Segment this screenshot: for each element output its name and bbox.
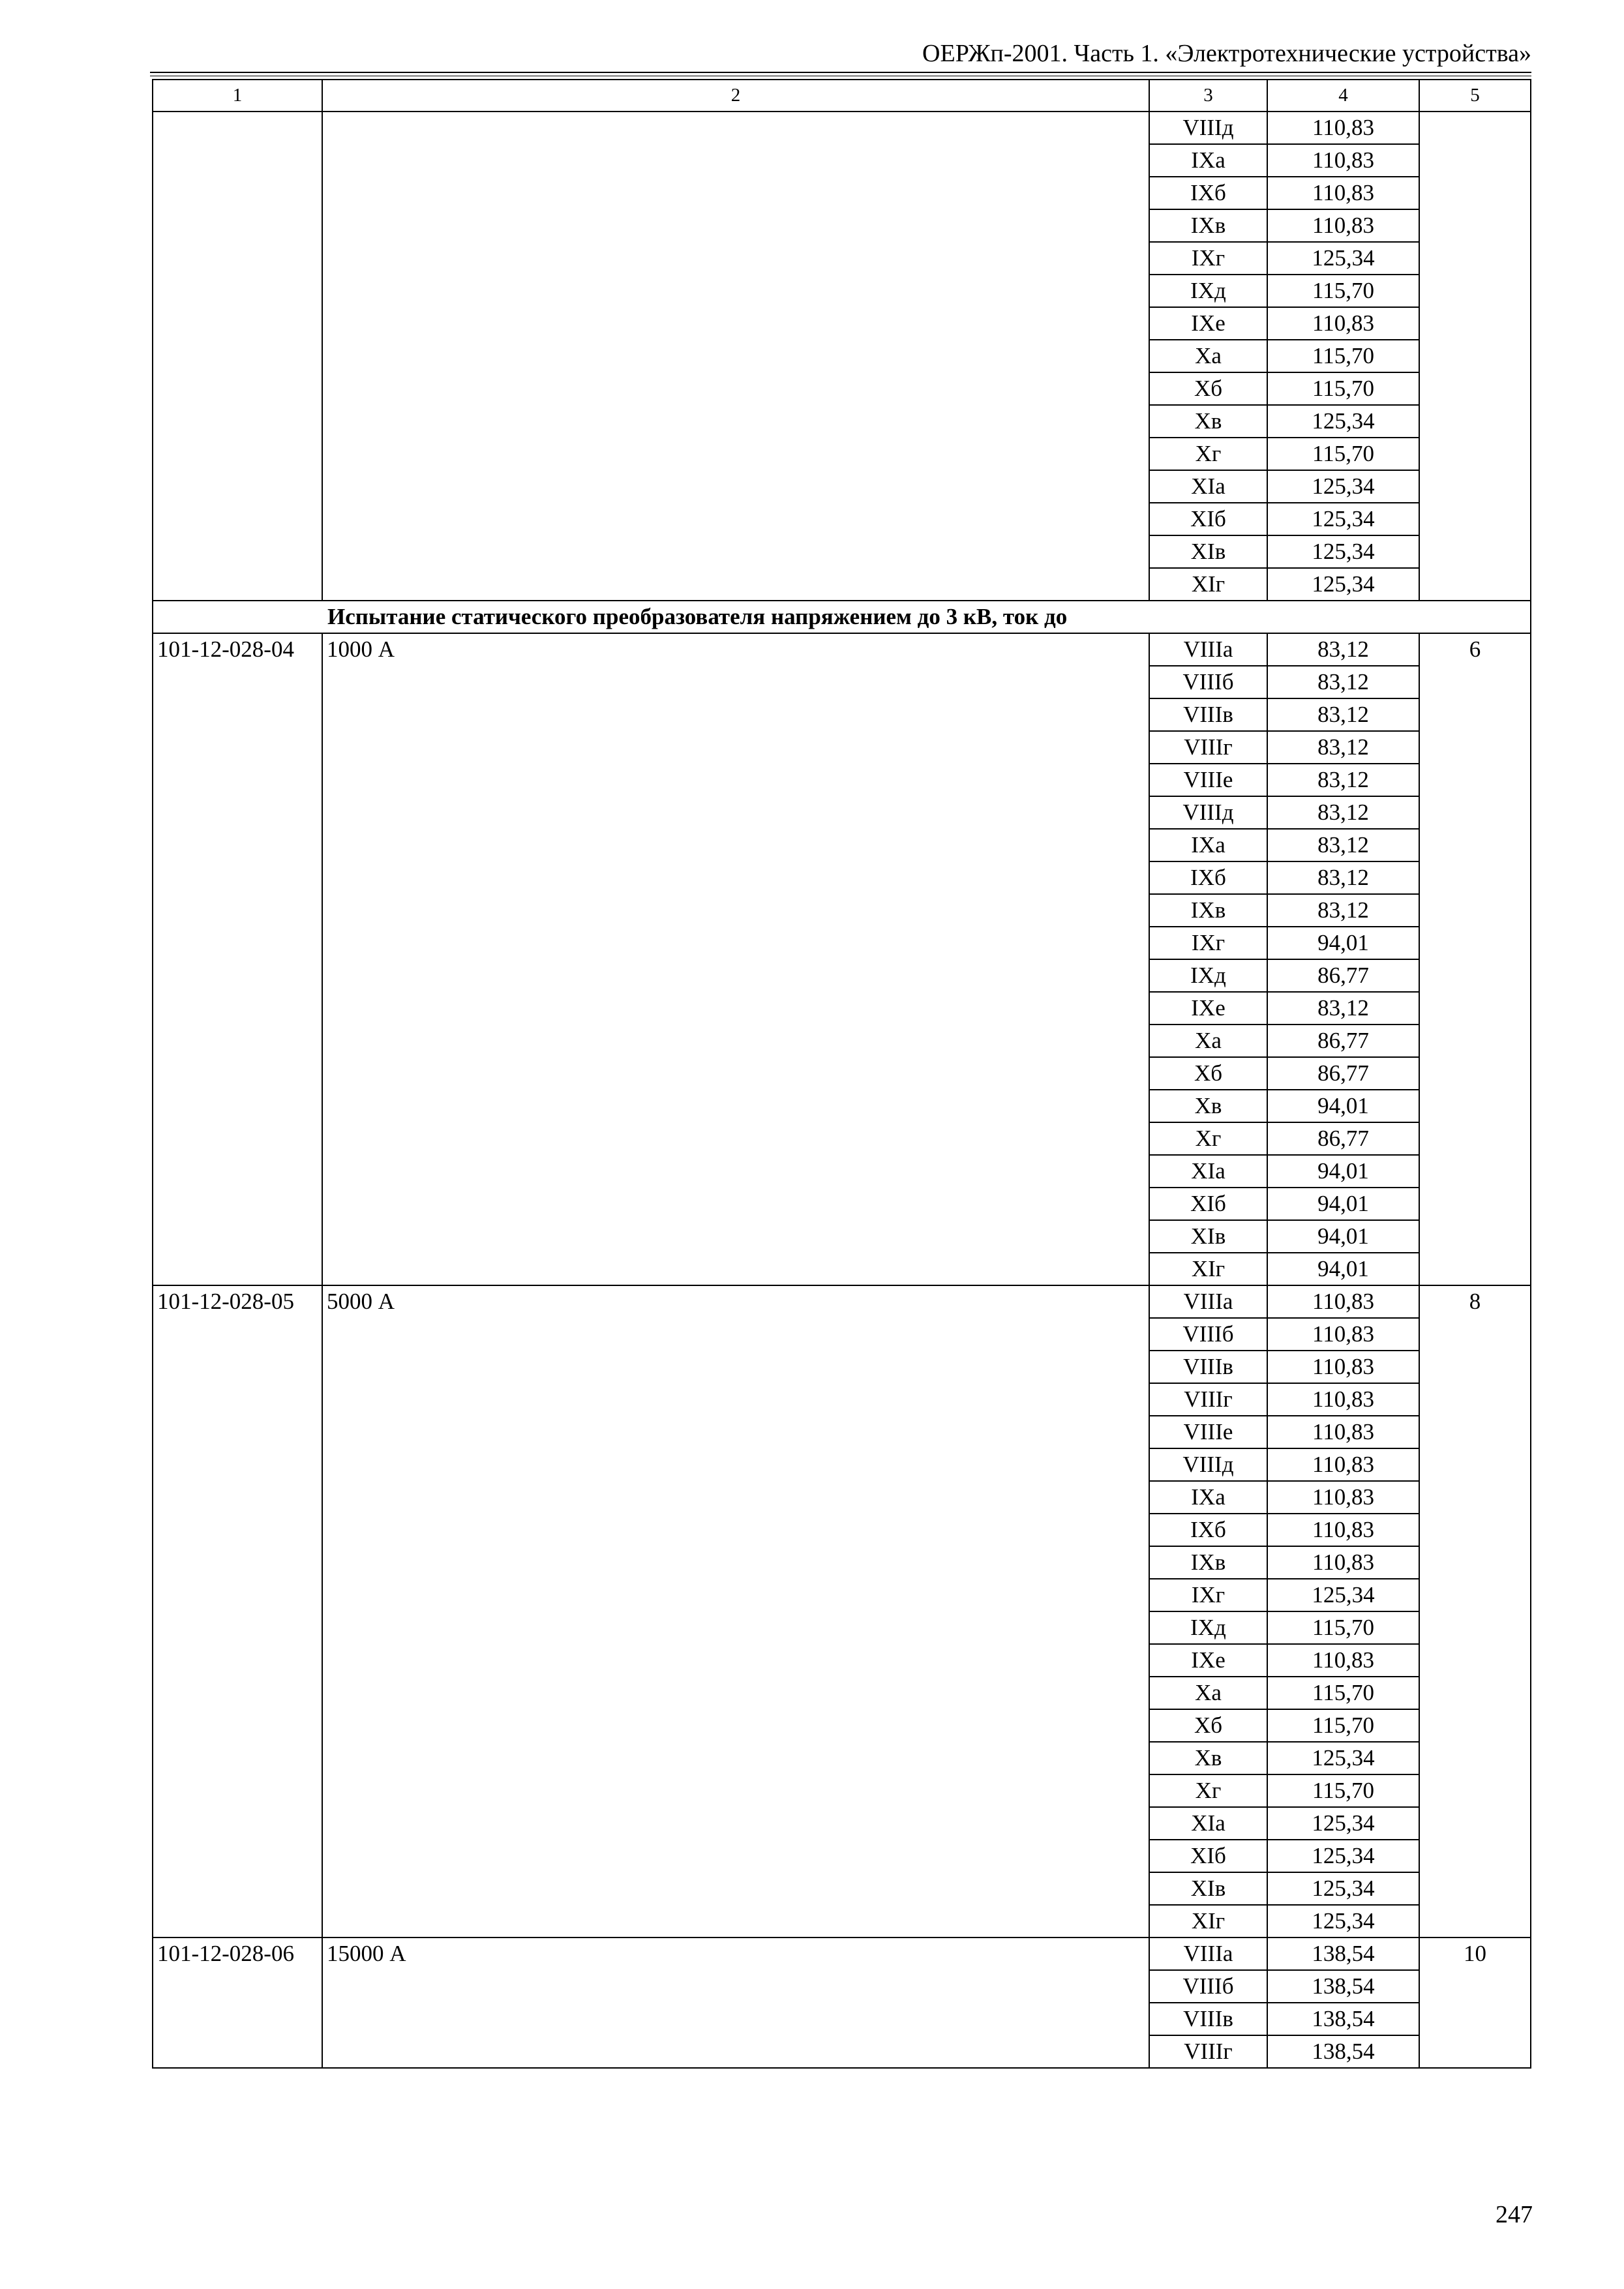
- zone-cell: VIIIа: [1149, 633, 1267, 666]
- value-cell: 94,01: [1267, 1253, 1419, 1285]
- zone-cell: XIг: [1149, 1253, 1267, 1285]
- value-cell: 125,34: [1267, 405, 1419, 438]
- value-cell: 94,01: [1267, 1188, 1419, 1220]
- zone-cell: VIIIб: [1149, 1970, 1267, 2003]
- value-cell: 94,01: [1267, 1155, 1419, 1188]
- running-head: ОЕРЖп-2001. Часть 1. «Электротехнические устройства»: [922, 40, 1531, 67]
- value-cell: 110,83: [1267, 307, 1419, 340]
- value-cell: 138,54: [1267, 2003, 1419, 2035]
- zone-cell: IXв: [1149, 894, 1267, 927]
- zone-cell: VIIIд: [1149, 112, 1267, 144]
- value-cell: 110,83: [1267, 144, 1419, 177]
- value-cell: 110,83: [1267, 1285, 1419, 1318]
- column-number-2: 2: [322, 80, 1149, 112]
- value-cell: 110,83: [1267, 209, 1419, 242]
- zone-cell: XIг: [1149, 1905, 1267, 1937]
- zone-cell: VIIIд: [1149, 1448, 1267, 1481]
- rate-code-cell: 101-12-028-04: [153, 633, 322, 1285]
- value-cell: 86,77: [1267, 1025, 1419, 1057]
- zone-cell: IXд: [1149, 959, 1267, 992]
- col5-cell: 8: [1419, 1285, 1531, 1937]
- zone-cell: XIа: [1149, 470, 1267, 503]
- value-cell: 110,83: [1267, 1448, 1419, 1481]
- zone-cell: Xа: [1149, 340, 1267, 372]
- value-cell: 138,54: [1267, 1937, 1419, 1970]
- value-cell: 115,70: [1267, 1677, 1419, 1709]
- table-row: [153, 112, 1531, 144]
- value-cell: 115,70: [1267, 340, 1419, 372]
- value-cell: 125,34: [1267, 1872, 1419, 1905]
- zone-cell: IXе: [1149, 992, 1267, 1025]
- value-cell: 83,12: [1267, 894, 1419, 927]
- table-row: [153, 1937, 1531, 1970]
- value-cell: 125,34: [1267, 1840, 1419, 1872]
- value-cell: 83,12: [1267, 698, 1419, 731]
- zone-cell: VIIIд: [1149, 796, 1267, 829]
- column-number-row: [153, 80, 1531, 112]
- column-number-4: 4: [1267, 80, 1419, 112]
- zone-cell: IXв: [1149, 1546, 1267, 1579]
- section-header-row: [153, 601, 1531, 633]
- zone-cell: IXе: [1149, 1644, 1267, 1677]
- value-cell: 110,83: [1267, 1644, 1419, 1677]
- zone-cell: Xб: [1149, 1709, 1267, 1742]
- value-cell: 83,12: [1267, 633, 1419, 666]
- value-cell: 83,12: [1267, 992, 1419, 1025]
- zone-cell: VIIIг: [1149, 1383, 1267, 1416]
- value-cell: 110,83: [1267, 112, 1419, 144]
- zone-cell: XIб: [1149, 1840, 1267, 1872]
- zone-cell: Xв: [1149, 1742, 1267, 1774]
- zone-cell: VIIIг: [1149, 731, 1267, 764]
- zone-cell: IXа: [1149, 829, 1267, 861]
- work-name-cell: 5000 А: [322, 1285, 1149, 1937]
- zone-cell: Xб: [1149, 372, 1267, 405]
- zone-cell: XIа: [1149, 1155, 1267, 1188]
- value-cell: 115,70: [1267, 372, 1419, 405]
- page-number: 247: [1496, 2201, 1533, 2228]
- value-cell: 110,83: [1267, 1416, 1419, 1448]
- rates-table: [152, 79, 1531, 2069]
- value-cell: 115,70: [1267, 1709, 1419, 1742]
- value-cell: 125,34: [1267, 1807, 1419, 1840]
- zone-cell: Xг: [1149, 1774, 1267, 1807]
- value-cell: 125,34: [1267, 535, 1419, 568]
- rate-code-cell: 101-12-028-06: [153, 1937, 322, 2068]
- zone-cell: IXа: [1149, 144, 1267, 177]
- value-cell: 110,83: [1267, 1481, 1419, 1514]
- rate-code-cell: [153, 112, 322, 601]
- zone-cell: Xа: [1149, 1025, 1267, 1057]
- zone-cell: VIIIв: [1149, 2003, 1267, 2035]
- zone-cell: VIIIе: [1149, 1416, 1267, 1448]
- value-cell: 125,34: [1267, 568, 1419, 601]
- zone-cell: VIIIв: [1149, 698, 1267, 731]
- value-cell: 83,12: [1267, 796, 1419, 829]
- value-cell: 115,70: [1267, 1774, 1419, 1807]
- zone-cell: XIв: [1149, 1872, 1267, 1905]
- value-cell: 110,83: [1267, 1546, 1419, 1579]
- value-cell: 110,83: [1267, 1383, 1419, 1416]
- zone-cell: IXб: [1149, 1514, 1267, 1546]
- section-title: Испытание статического преобразователя напряжением до 3 кВ, ток до: [322, 601, 1531, 633]
- header-rule: [150, 72, 1531, 73]
- value-cell: 125,34: [1267, 470, 1419, 503]
- value-cell: 110,83: [1267, 1351, 1419, 1383]
- value-cell: 110,83: [1267, 1514, 1419, 1546]
- zone-cell: Xа: [1149, 1677, 1267, 1709]
- value-cell: 94,01: [1267, 1220, 1419, 1253]
- zone-cell: VIIIб: [1149, 1318, 1267, 1351]
- work-name-cell: 15000 А: [322, 1937, 1149, 2068]
- section-lead-cell: [153, 601, 322, 633]
- value-cell: 125,34: [1267, 1742, 1419, 1774]
- zone-cell: VIIIб: [1149, 666, 1267, 698]
- value-cell: 125,34: [1267, 1579, 1419, 1611]
- zone-cell: XIб: [1149, 503, 1267, 535]
- col5-cell: 6: [1419, 633, 1531, 1285]
- table-row: [153, 633, 1531, 666]
- zone-cell: IXд: [1149, 275, 1267, 307]
- col5-cell: [1419, 112, 1531, 601]
- col5-cell: 10: [1419, 1937, 1531, 2068]
- column-number-5: 5: [1419, 80, 1531, 112]
- table-row: [153, 1285, 1531, 1318]
- rates-table-body: [153, 80, 1531, 2068]
- value-cell: 83,12: [1267, 764, 1419, 796]
- zone-cell: IXг: [1149, 242, 1267, 275]
- value-cell: 115,70: [1267, 1611, 1419, 1644]
- zone-cell: Xв: [1149, 1090, 1267, 1122]
- zone-cell: VIIIа: [1149, 1937, 1267, 1970]
- zone-cell: XIв: [1149, 535, 1267, 568]
- zone-cell: IXв: [1149, 209, 1267, 242]
- zone-cell: IXб: [1149, 861, 1267, 894]
- value-cell: 125,34: [1267, 242, 1419, 275]
- value-cell: 94,01: [1267, 927, 1419, 959]
- zone-cell: Xб: [1149, 1057, 1267, 1090]
- value-cell: 115,70: [1267, 438, 1419, 470]
- value-cell: 83,12: [1267, 731, 1419, 764]
- zone-cell: VIIIе: [1149, 764, 1267, 796]
- zone-cell: VIIIв: [1149, 1351, 1267, 1383]
- value-cell: 125,34: [1267, 503, 1419, 535]
- value-cell: 86,77: [1267, 1122, 1419, 1155]
- zone-cell: IXа: [1149, 1481, 1267, 1514]
- zone-cell: XIб: [1149, 1188, 1267, 1220]
- rate-code-cell: 101-12-028-05: [153, 1285, 322, 1937]
- value-cell: 115,70: [1267, 275, 1419, 307]
- zone-cell: IXд: [1149, 1611, 1267, 1644]
- column-number-3: 3: [1149, 80, 1267, 112]
- value-cell: 110,83: [1267, 1318, 1419, 1351]
- zone-cell: Xг: [1149, 1122, 1267, 1155]
- value-cell: 83,12: [1267, 829, 1419, 861]
- zone-cell: VIIIа: [1149, 1285, 1267, 1318]
- value-cell: 83,12: [1267, 861, 1419, 894]
- value-cell: 86,77: [1267, 1057, 1419, 1090]
- zone-cell: IXг: [1149, 1579, 1267, 1611]
- zone-cell: Xг: [1149, 438, 1267, 470]
- column-number-1: 1: [153, 80, 322, 112]
- zone-cell: XIв: [1149, 1220, 1267, 1253]
- zone-cell: VIIIг: [1149, 2035, 1267, 2068]
- zone-cell: IXе: [1149, 307, 1267, 340]
- value-cell: 86,77: [1267, 959, 1419, 992]
- value-cell: 138,54: [1267, 1970, 1419, 2003]
- work-name-cell: [322, 112, 1149, 601]
- zone-cell: IXг: [1149, 927, 1267, 959]
- zone-cell: IXб: [1149, 177, 1267, 209]
- zone-cell: XIг: [1149, 568, 1267, 601]
- work-name-cell: 1000 А: [322, 633, 1149, 1285]
- value-cell: 125,34: [1267, 1905, 1419, 1937]
- value-cell: 138,54: [1267, 2035, 1419, 2068]
- value-cell: 94,01: [1267, 1090, 1419, 1122]
- value-cell: 83,12: [1267, 666, 1419, 698]
- zone-cell: XIа: [1149, 1807, 1267, 1840]
- value-cell: 110,83: [1267, 177, 1419, 209]
- zone-cell: Xв: [1149, 405, 1267, 438]
